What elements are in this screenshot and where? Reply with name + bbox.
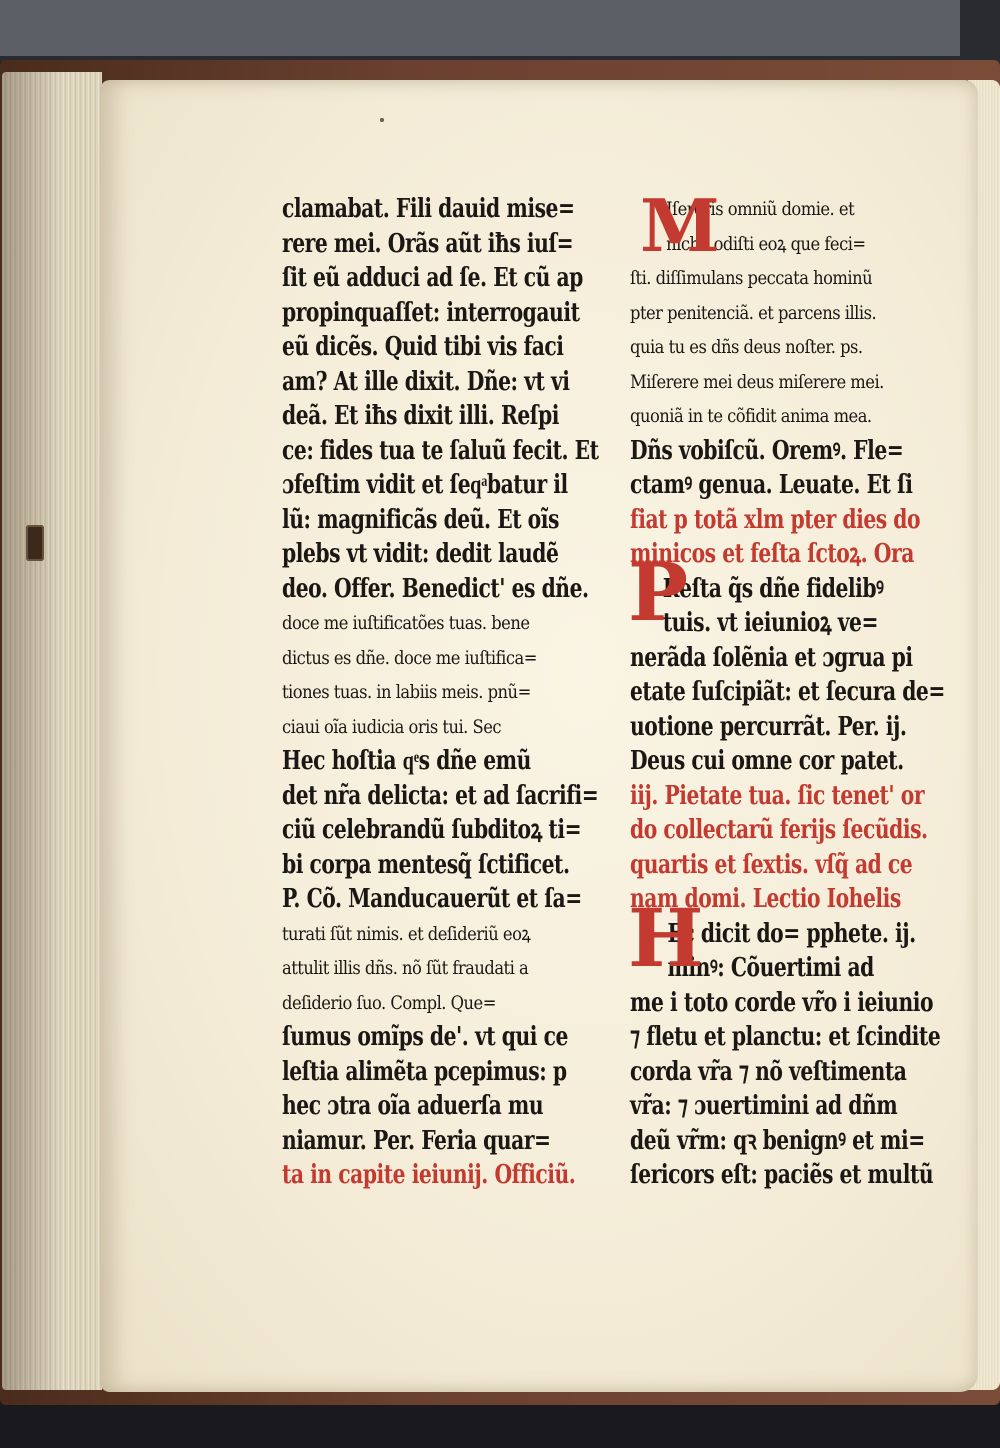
- text-line: attulit illis dñs. nõ ſũt fraudati a: [282, 957, 529, 979]
- text-line: etate ſuſcipiãt: et ſecura de=: [630, 677, 945, 707]
- text-line: leſtia alimẽta pcepimus: p: [282, 1056, 567, 1087]
- text-line: me i toto corde vr̃o i ieiunio: [630, 987, 934, 1018]
- initial-p: P: [628, 545, 689, 639]
- text-line: minꝰ: Cõuertimi ad: [667, 953, 874, 983]
- initial-h: H: [628, 891, 704, 985]
- text-line: niamur. Per. Feria quar=: [282, 1125, 551, 1156]
- text-line: ciaui oĩa iudicia oris tui. Sec: [282, 715, 501, 738]
- text-line: P. Cõ. Manducauerũt et ſa=: [282, 884, 582, 914]
- text-line: ſericors eſt: paciẽs et multũ: [630, 1160, 934, 1190]
- text-line: plebs vt vidit: dedit laudẽ: [282, 539, 559, 569]
- text-line: bi corpa mentesq̃ ſctificet.: [282, 849, 570, 880]
- text-line: Reſta q̃s dñe fidelibꝰ: [662, 573, 884, 604]
- text-line: Ec dicit do= pphete. ij.: [667, 918, 916, 949]
- background-bottom: [0, 1400, 1000, 1448]
- page-edges-shade: [2, 72, 102, 1390]
- text-line: tuis. vt ieiunioꝝ ve=: [662, 608, 878, 638]
- text-line: Deus cui omne cor patet.: [630, 746, 904, 776]
- text-line: deſiderio ſuo. Compl. Que=: [282, 991, 496, 1014]
- text-line: ce: fides tua te ſaluũ fecit. Et: [282, 435, 599, 466]
- text-line: Iſereris omniũ domie. et: [666, 198, 855, 220]
- text-column-right: [630, 183, 945, 1193]
- text-line: deo. Offer. Benedict' es dñe.: [282, 573, 589, 604]
- text-line: eũ dicẽs. Quid tibi vis faci: [282, 332, 564, 362]
- text-line: deũ vr̃m: qꝛ benignꝰ et mi=: [630, 1125, 925, 1156]
- text-line: deã. Et iħs dixit illi. Reſpi: [282, 401, 559, 431]
- text-line: ta in capite ieiunij. Officiũ.: [282, 1160, 576, 1190]
- text-line: quia tu es dñs deus noſter. ps.: [630, 336, 863, 358]
- text-line: lũ: magnificãs deũ. Et oĩs: [282, 504, 559, 535]
- text-line: rere mei. Orãs aũt iħs iuſ=: [282, 228, 574, 259]
- text-line: vr̃a: ⁊ ɔuertimini ad dñm: [630, 1091, 898, 1121]
- text-line: doce me iuſtificatões tuas. bene: [282, 612, 530, 634]
- page-spot: [380, 118, 384, 122]
- text-line: am? At ille dixit. Dñe: vt vi: [282, 366, 570, 397]
- text-line: det nr̃a delicta: et ad ſacrifi=: [282, 780, 599, 811]
- text-line: ctamꝰ genua. Leuate. Et ſi: [630, 470, 913, 500]
- text-line: hec ɔtra oĩa aduerſa mu: [282, 1091, 544, 1121]
- text-line: minicos et feſta ſctoꝝ. Ora: [630, 539, 914, 569]
- text-line: ſit eũ adduci ad ſe. Et cũ ap: [282, 263, 583, 293]
- text-line: clamabat. Fili dauid mise=: [282, 194, 575, 224]
- text-line: ɔfeſtim vidit et ſeqͣbatur il: [282, 470, 568, 500]
- text-line: fiat p totã xlm pter dies do: [630, 504, 921, 535]
- text-line: uotione percurrãt. Per. ij.: [630, 711, 907, 742]
- text-line: nichil odiſti eoꝝ que feci=: [666, 232, 866, 255]
- text-line: do collectarũ ferijs ſecũdis.: [630, 815, 928, 845]
- text-column-left: [282, 192, 599, 1193]
- text-line: ciũ celebrandũ ſubditoꝝ ti=: [282, 815, 582, 845]
- text-line: nam domi. Lectio Iohelis: [630, 884, 901, 914]
- text-line: quartis et ſextis. vſq̃ ad ce: [630, 849, 913, 880]
- text-line: pter penitenciã. et parcens illis.: [630, 301, 877, 324]
- text-line: iij. Pietate tua. ſic tenet' or: [630, 780, 925, 811]
- text-line: ⁊ fletu et planctu: et ſcindite: [630, 1022, 941, 1052]
- text-line: nerãda ſolẽnia et ɔgrua pi: [630, 642, 913, 673]
- text-line: tiones tuas. in labiis meis. pnũ=: [282, 681, 531, 703]
- text-line: Dñs vobiſcũ. Oremꝰ. Fle=: [630, 435, 904, 466]
- text-line: Hec hoſtia qͤs dñe emũ: [282, 746, 531, 776]
- initial-m: M: [640, 183, 720, 268]
- text-line: ſti. diſſimulans peccata hominũ: [630, 267, 873, 289]
- clasp: [26, 525, 44, 561]
- background-band: [0, 0, 960, 56]
- text-line: quoniã in te cõfidit anima mea.: [630, 405, 872, 427]
- text-line: turati ſũt nimis. et deſideriũ eoꝝ: [282, 922, 531, 945]
- text-line: ſumus omĩps de'. vt qui ce: [282, 1022, 568, 1052]
- text-line: Miſerere mei deus miſerere mei.: [630, 370, 884, 393]
- text-line: dictus es dñe. doce me iuſtifica=: [282, 646, 537, 669]
- text-line: corda vr̃a ⁊ nõ veſtimenta: [630, 1056, 907, 1087]
- text-line: propinquaſſet: interrogauit: [282, 297, 580, 328]
